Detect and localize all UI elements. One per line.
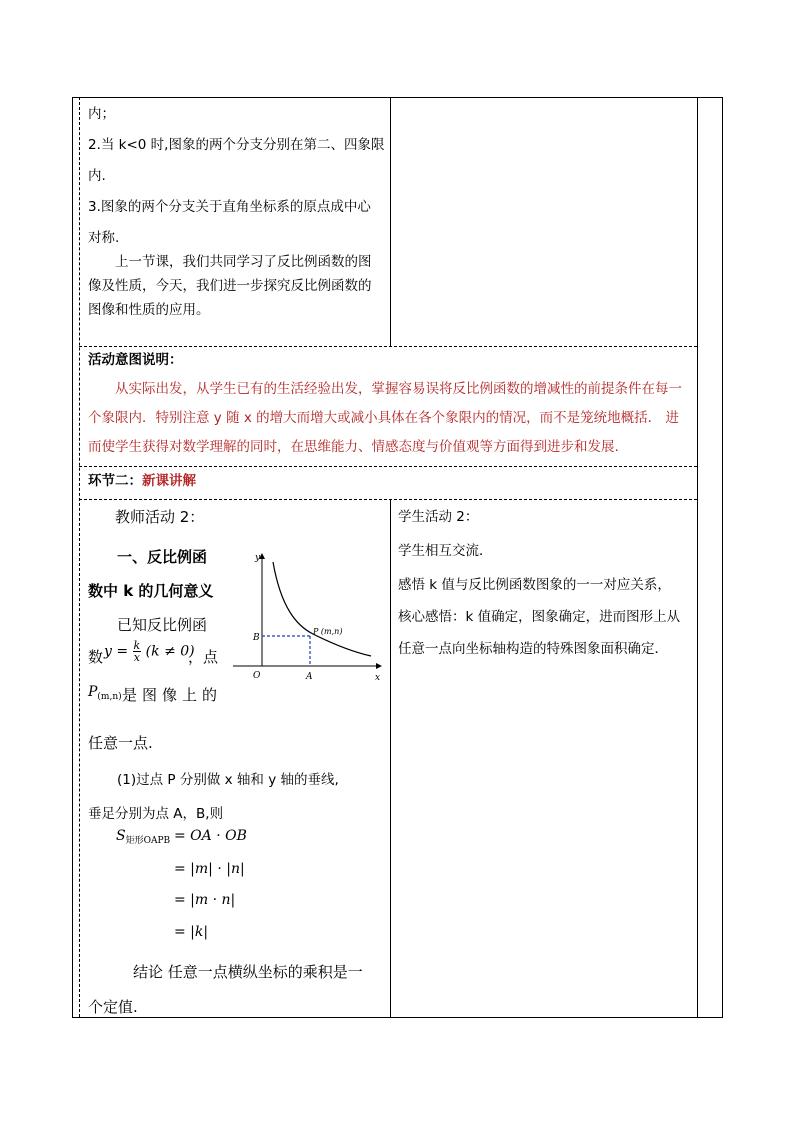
area-symbol: $S_{矩形OAPB}$ (116, 828, 171, 846)
hyperbola-graph (225, 548, 390, 688)
known-line-prefix: 数 (88, 648, 104, 666)
point-p-label: P (m,n) (313, 627, 343, 636)
area-equation: = |m · n| (174, 892, 236, 908)
property-line: 对称. (88, 230, 120, 246)
known-line-suffix: ，点 (188, 648, 219, 666)
student-line: 核心感悟：k 值确定，图象确定，进而图形上从 (398, 609, 681, 625)
any-point-line: 任意一点. (88, 734, 153, 752)
row-divider-3 (79, 499, 697, 500)
function-formula: y = $\frac{k}{x}$ (k ≠ 0) (104, 639, 195, 664)
point-symbol: $P_{(m,n)}$ (88, 684, 122, 702)
activity-intent-heading: 活动意图说明： (88, 352, 183, 368)
inner-right-border (697, 97, 698, 1017)
table-bottom-border (72, 1017, 723, 1018)
table-top-border (72, 97, 723, 98)
table-right-border (722, 97, 723, 1017)
step1-line: 垂足分别为点 A，B,则 (88, 806, 224, 822)
section-number: 环节二： (88, 473, 142, 489)
area-equation: = OA · OB (174, 828, 247, 844)
row-divider-2 (79, 466, 697, 467)
student-activity-heading: 学生活动 2： (398, 509, 479, 525)
intro-paragraph: 上一节课，我们共同学习了反比例函数的图像及性质，今天，我们进一步探究反比例函数的图像和性质的应用。 (88, 254, 372, 318)
property-line: 内. (88, 168, 106, 184)
student-line: 学生相互交流． (398, 543, 493, 559)
subheading-line: 数中 k 的几何意义 (88, 582, 214, 600)
inner-left-border (79, 97, 80, 1017)
y-axis-label: y (255, 553, 261, 563)
property-line: 2.当 k<0 时,图象的两个分支分别在第二、四象限 (88, 137, 385, 153)
area-equation: = |k| (174, 924, 209, 940)
hyperbola-curve (273, 562, 371, 656)
property-line: 内； (88, 106, 115, 122)
column-divider-top (390, 97, 391, 346)
student-line: 感悟 k 值与反比例函数图象的一一对应关系， (398, 577, 671, 593)
conclusion-line: 个定值. (88, 998, 138, 1016)
conclusion-line: 结论 任意一点横纵坐标的乘积是一 (133, 963, 363, 981)
teacher-activity-heading: 教师活动 2： (115, 508, 205, 526)
point-b-label: B (253, 633, 260, 643)
student-line: 任意一点向坐标轴构造的特殊图象面积确定． (398, 641, 668, 657)
activity-intent-body: 从实际出发，从学生已有的生活经验出发，掌握容易误将反比例函数的增减性的前提条件在每一个象限内．特别注意 y 随 x 的增大而增大或减小具体在各个象限内的情况，而不是笼统地概括． 进而使学生获得对数学理解的同时，在思维能力、情感态度与价值观等方面得到进步和发展. (88, 381, 682, 455)
area-equation: = |m| · |n| (174, 861, 245, 877)
point-a-label: A (306, 672, 313, 682)
point-line-suffix: 是图像上的 (122, 686, 223, 704)
x-axis-label: x (375, 673, 381, 683)
column-divider-bottom (390, 499, 391, 1017)
subheading-line: 一、反比例函 (117, 548, 208, 566)
table-left-border (72, 97, 73, 1017)
origin-label: O (253, 671, 261, 681)
section-label (88, 472, 196, 490)
property-line: 3.图象的两个分支关于直角坐标系的原点成中心 (88, 199, 371, 215)
section-title: 新课讲解 (142, 473, 196, 489)
row-divider-1 (79, 346, 697, 347)
step1-line: (1)过点 P 分别做 x 轴和 y 轴的垂线, (117, 772, 339, 788)
known-line: 已知反比例函 (117, 616, 208, 634)
